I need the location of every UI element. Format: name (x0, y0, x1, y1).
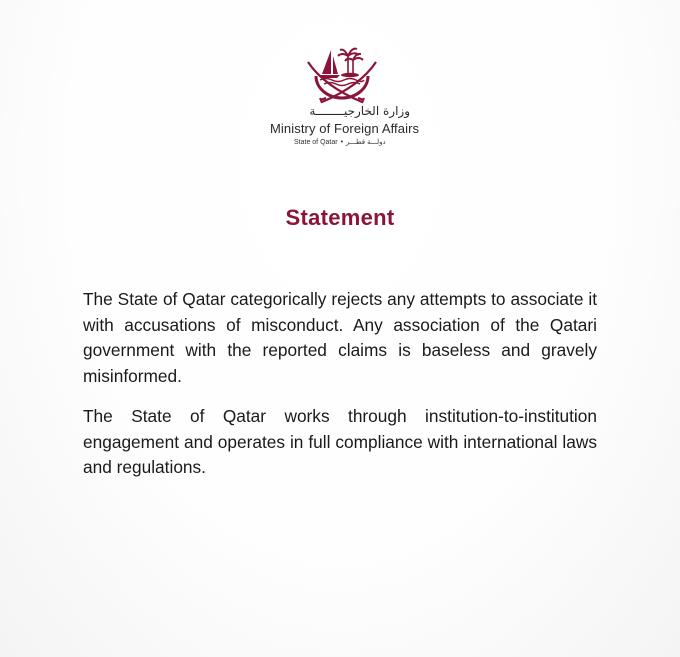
state-name-english: State of Qatar (294, 139, 338, 146)
statement-title: Statement (285, 205, 395, 230)
qatar-emblem-logo (304, 42, 380, 106)
state-of-qatar-line (294, 138, 404, 147)
statement-paragraph-1: The State of Qatar categorically rejects any attempts to associate it with accusations of misconduct. Any association of the Qatari government with the reported claims is baseless and gravely misinformed. (83, 289, 597, 386)
state-name-arabic: دولـــة قطـــر (346, 139, 386, 146)
state-separator: • (340, 139, 344, 146)
statement-paragraph-2: The State of Qatar works through institution-to-institution engagement and operates in full compliance with international laws and regulations. (83, 406, 597, 478)
ministry-name-arabic: وزارة الخارجيــــــــة (309, 104, 410, 118)
ministry-name-english: Ministry of Foreign Affairs (270, 121, 420, 136)
